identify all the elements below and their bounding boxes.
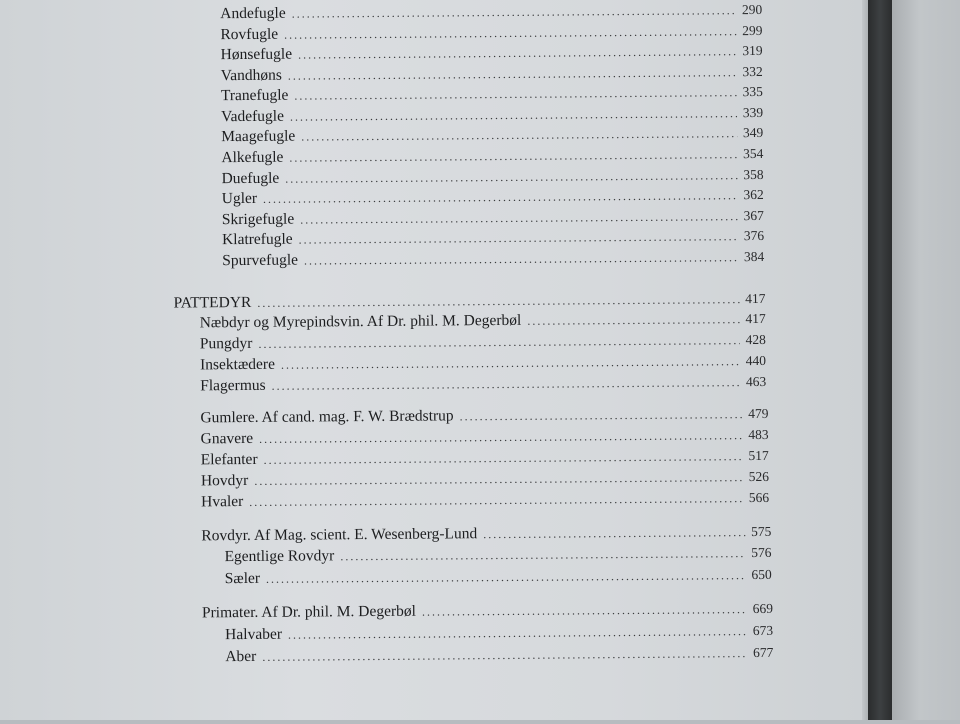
toc-entry-page: 299: [742, 22, 763, 39]
toc-entry-page: 566: [748, 489, 770, 506]
toc-entry-label: PATTEDYR: [173, 293, 252, 312]
toc-entry-label: Vandhøns: [220, 66, 282, 85]
toc-entry: [225, 564, 772, 590]
toc-entry-page: 349: [742, 124, 764, 141]
toc-entry-label: Insektædere: [199, 355, 275, 374]
toc-entry-label: Rovfugle: [220, 25, 279, 44]
toc-entry: [201, 487, 769, 513]
toc-entry-page: 362: [743, 186, 764, 203]
book-binding: [868, 0, 892, 720]
toc-entry-page: 376: [743, 227, 765, 244]
leader-dots: [527, 308, 739, 332]
toc-entry-label: Ugler: [221, 189, 258, 208]
toc-entry-page: 367: [743, 207, 764, 224]
toc-entry-page: 358: [743, 166, 764, 183]
leader-dots: [262, 642, 747, 668]
adjacent-page: [892, 0, 960, 720]
toc-entry-label: Gnavere: [200, 429, 254, 448]
toc-entry-page: 479: [748, 405, 769, 422]
toc-entry-page: 332: [742, 63, 763, 80]
toc-entry-page: 575: [751, 523, 772, 540]
toc-entry-label: Duefugle: [221, 169, 280, 188]
toc-entry-page: 576: [751, 544, 772, 561]
toc-entry-page: 290: [741, 1, 763, 18]
toc-entry-label: Flagermus: [200, 376, 266, 395]
toc-entry-page: 319: [742, 42, 763, 59]
toc-entry-label: Klatrefugle: [221, 230, 293, 249]
toc-entry: [222, 246, 764, 272]
toc-entry-label: Næbdyr og Myrepindsvin. Af Dr. phil. M. Degerbøl: [199, 311, 522, 332]
toc-entry-label: Primater. Af Dr. phil. M. Degerbøl: [201, 602, 417, 622]
leader-dots: [340, 542, 745, 567]
toc-entry-label: Hvaler: [201, 493, 244, 511]
toc-entry-label: Vadefugle: [221, 107, 284, 126]
toc-entry-page: 673: [752, 622, 774, 639]
toc-entry-page: 339: [742, 104, 764, 121]
toc-entry-label: Rovdyr. Af Mag. scient. E. Wesenberg-Lund: [201, 525, 478, 545]
toc-entry-page: 526: [748, 468, 769, 485]
toc-entry-page: 483: [748, 426, 769, 443]
toc-entry-label: Aber: [225, 647, 257, 666]
toc-entry-label: Spurvefugle: [222, 251, 299, 270]
leader-dots: [249, 487, 743, 513]
toc-entry-label: Alkefugle: [221, 148, 284, 167]
toc-entry-label: Maagefugle: [221, 127, 296, 146]
toc-entry-label: Gumlere. Af cand. mag. F. W. Brædstrup: [200, 407, 454, 427]
toc-entry-page: 650: [751, 566, 772, 583]
leader-dots: [422, 598, 747, 623]
toc-entry-label: Skrigefugle: [221, 210, 295, 229]
toc-entry-label: Hønsefugle: [220, 45, 293, 64]
toc-entry-page: 463: [745, 373, 767, 390]
toc-entry-label: Egentlige Rovdyr: [224, 547, 335, 566]
toc-entry-page: 335: [742, 83, 763, 100]
toc-entry-page: 417: [745, 290, 766, 307]
leader-dots: [304, 246, 738, 271]
toc-entry: [225, 642, 773, 668]
toc-entry-label: Pungdyr: [199, 334, 253, 353]
leader-dots: [266, 564, 746, 590]
toc-entry-label: Elefanter: [200, 450, 258, 469]
toc-entry-label: Halvaber: [225, 625, 283, 644]
toc-entry-page: 384: [743, 248, 765, 265]
toc-entry-page: 417: [745, 310, 766, 327]
leader-dots: [272, 371, 740, 397]
toc-entry: [200, 371, 766, 397]
toc-entry-label: Sæler: [224, 569, 261, 588]
toc-entry-page: 428: [745, 331, 766, 348]
toc-entry-page: 517: [748, 447, 769, 464]
toc-entry-page: 440: [745, 352, 767, 369]
toc-entry-label: Hovdyr: [200, 471, 249, 490]
toc-entry-label: Andefugle: [220, 4, 286, 23]
toc-entry-page: 669: [752, 600, 774, 617]
toc-entry-page: 677: [752, 644, 774, 661]
toc-entry-label: Tranefugle: [220, 86, 289, 105]
toc-entry-page: 354: [743, 145, 764, 162]
